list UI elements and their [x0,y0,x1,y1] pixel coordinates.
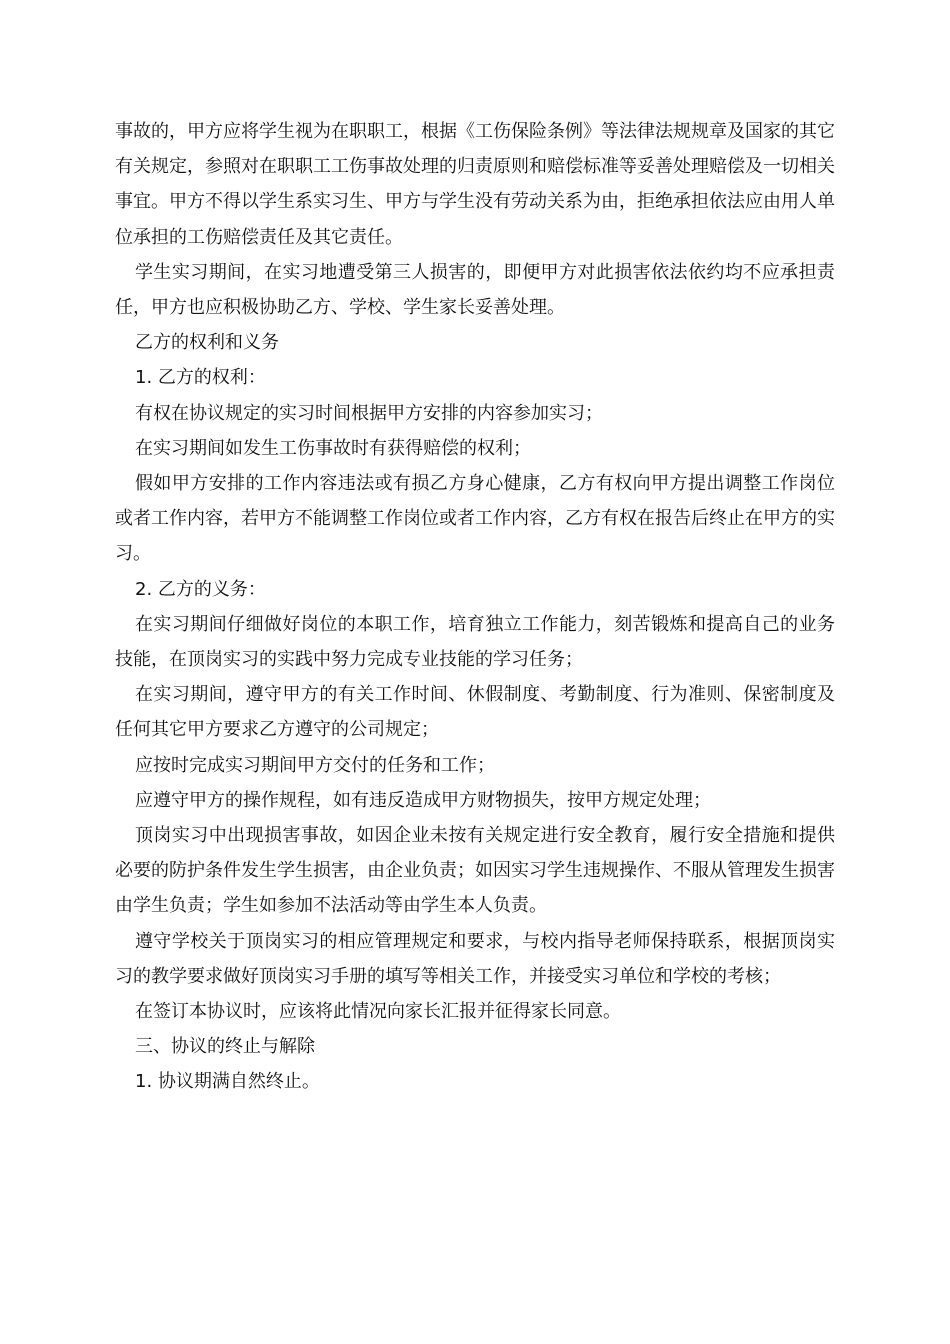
paragraph-17: 1. 协议期满自然终止。 [135,1071,320,1093]
paragraph-2: 学生实习期间，在实习地遭受第三人损害的，即便甲方对此损害依法依约均不应承担责任，甲方也应积极协助乙方、学校、学生家长妥善处理。 [115,261,835,319]
paragraph-11: 应按时完成实习期间甲方交付的任务和工作； [135,754,495,776]
paragraph-13: 顶岗实习中出现损害事故，如因企业未按有关规定进行安全教育，履行安全措施和提供必要的防护条件发生学生损害，由企业负责；如因实习学生违规操作、不服从管理发生损害由学生负责；学生如参加不法活动等由学生本人负责。 [115,825,835,917]
paragraph-15: 在签订本协议时，应该将此情况向家长汇报并征得家长同意。 [135,1001,621,1023]
subheading-party-b-rights: 1. 乙方的权利： [135,367,266,389]
paragraph-1: 事故的，甲方应将学生视为在职职工，根据《工伤保险条例》等法律法规规章及国家的其它有关规定，参照对在职职工工伤事故处理的归责原则和赔偿标准等妥善处理赔偿及一切相关事宜。甲方不得以学生系实习生、甲方与学生没有劳动关系为由，拒绝承担依法应由用人单位承担的工伤赔偿责任及其它责任。 [115,121,835,248]
paragraph-9: 在实习期间仔细做好岗位的本职工作，培育独立工作能力，刻苦锻炼和提高自己的业务技能，在顶岗实习的实践中努力完成专业技能的学习任务； [115,613,835,671]
subheading-party-b-duties: 2. 乙方的义务： [135,578,266,600]
document-page [115,114,835,1100]
paragraph-14: 遵守学校关于顶岗实习的相应管理规定和要求，与校内指导老师保持联系，根据顶岗实习的教学要求做好顶岗实习手册的填写等相关工作，并接受实习单位和学校的考核； [115,930,835,987]
paragraph-12: 应遵守甲方的操作规程，如有违反造成甲方财物损失，按甲方规定处理； [135,789,711,811]
paragraph-6: 在实习期间如发生工伤事故时有获得赔偿的权利； [135,437,531,459]
section-heading-termination: 三、协议的终止与解除 [135,1036,315,1058]
paragraph-5: 有权在协议规定的实习时间根据甲方安排的内容参加实习； [135,402,603,424]
section-heading-party-b-rights-duties: 乙方的权利和义务 [135,332,279,354]
paragraph-7: 假如甲方安排的工作内容违法或有损乙方身心健康，乙方有权向甲方提出调整工作岗位或者工作内容，若甲方不能调整工作岗位或者工作内容，乙方有权在报告后终止在甲方的实习。 [115,473,835,565]
paragraph-10: 在实习期间，遵守甲方的有关工作时间、休假制度、考勤制度、行为准则、保密制度及任何其它甲方要求乙方遵守的公司规定； [115,684,835,741]
